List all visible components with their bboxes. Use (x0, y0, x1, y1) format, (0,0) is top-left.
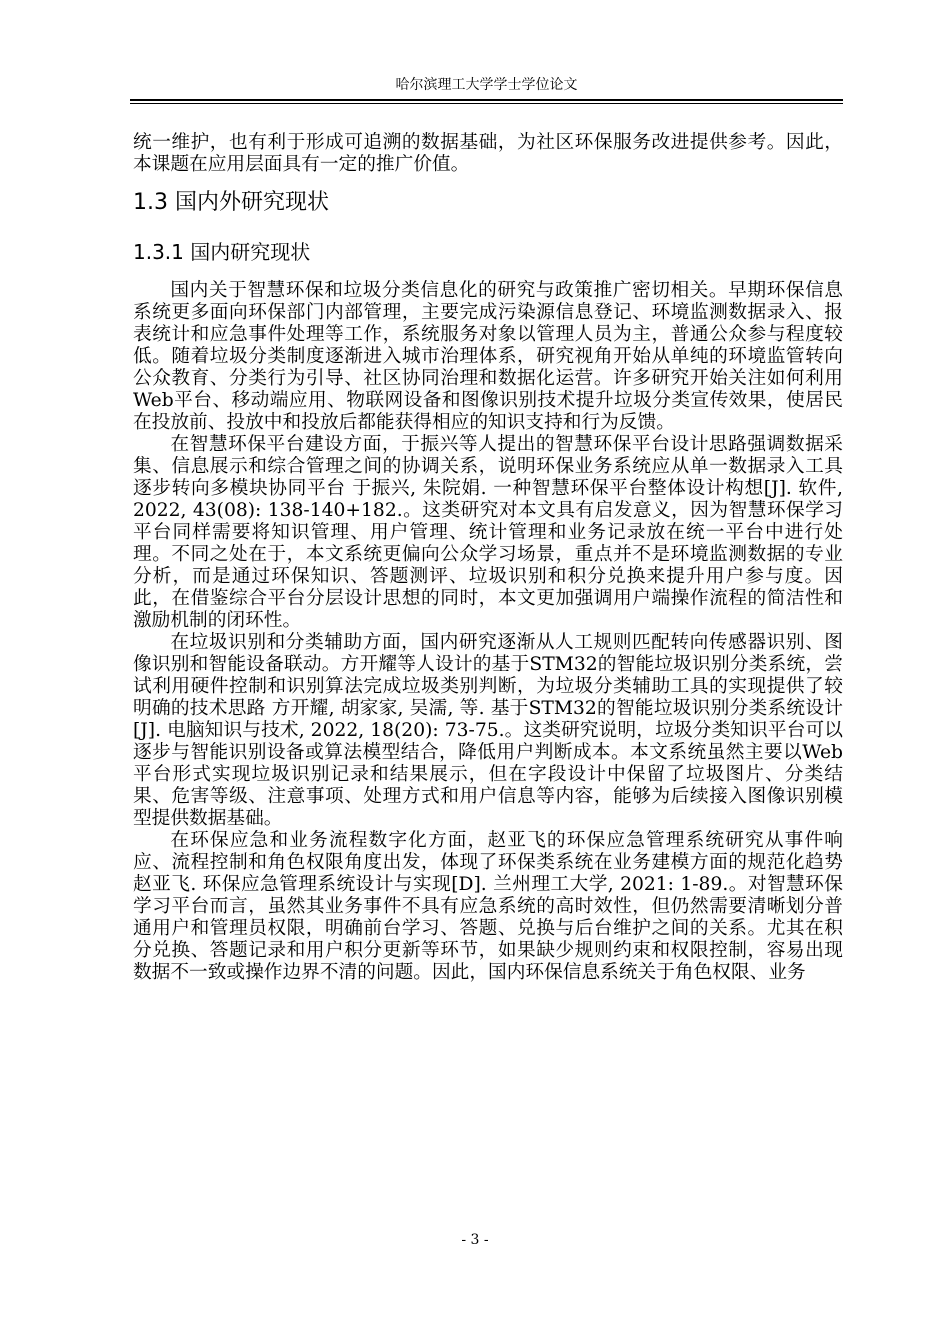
header-rule-thin (130, 103, 843, 104)
body-text (133, 132, 843, 984)
paragraph-2: 在智慧环保平台建设方面，于振兴等人提出的智慧环保平台设计思路强调数据采集、信息展示和综合管理之间的协调关系，说明环保业务系统应从单一数据录入工具逐步转向多模块协同平台 于振兴, 朱院娟. 一种智慧环保平台整体设计构想[J]. 软件, 2022, 43(08): 138-140+182.。这类研究对本文具有启发意义，因为智慧环保学习平台同样需要将知识管理、用户管理、统计管理和业务记录放在统一平台中进行处理。不同之处在于，本文系统更偏向公众学习场景，重点并不是环境监测数据的专业分析，而是通过环保知识、答题测评、垃圾识别和积分兑换来提升用户参与度。因此，在借鉴综合平台分层设计思想的同时，本文更加强调用户端操作流程的简洁性和激励机制的闭环性。 (133, 434, 843, 631)
paragraph-1: 国内关于智慧环保和垃圾分类信息化的研究与政策推广密切相关。早期环保信息系统更多面向环保部门内部管理，主要完成污染源信息登记、环境监测数据录入、报表统计和应急事件处理等工作，系统服务对象以管理人员为主，普通公众参与程度较低。随着垃圾分类制度逐渐进入城市治理体系，研究视角开始从单纯的环境监管转向公众教育、分类行为引导、社区协同治理和数据化运营。许多研究开始关注如何利用Web平台、移动端应用、物联网设备和图像识别技术提升垃圾分类宣传效果，使居民在投放前、投放中和投放后都能获得相应的知识支持和行为反馈。 (133, 280, 843, 433)
paragraph-4: 在环保应急和业务流程数字化方面，赵亚飞的环保应急管理系统研究从事件响应、流程控制和角色权限角度出发，体现了环保类系统在业务建模方面的规范化趋势 赵亚飞. 环保应急管理系统设计与实现[D]. 兰州理工大学, 2021: 1-89.。对智慧环保学习平台而言，虽然其业务事件不具有应急系统的高时效性，但仍然需要清晰划分普通用户和管理员权限，明确前台学习、答题、兑换与后台维护之间的关系。尤其在积分兑换、答题记录和用户积分更新等环节，如果缺少规则约束和权限控制，容易出现数据不一致或操作边界不清的问题。因此，国内环保信息系统关于角色权限、业务 (133, 830, 843, 983)
paragraph-continued: 统一维护，也有利于形成可追溯的数据基础，为社区环保服务改进提供参考。因此，本课题在应用层面具有一定的推广价值。 (133, 132, 843, 175)
header-rule-thick (130, 99, 843, 101)
paragraph-3: 在垃圾识别和分类辅助方面，国内研究逐渐从人工规则匹配转向传感器识别、图像识别和智能设备联动。方开耀等人设计的基于STM32的智能垃圾识别分类系统，尝试利用硬件控制和识别算法完成垃圾类别判断，为垃圾分类辅助工具的实现提供了较明确的技术思路 方开耀, 胡家家, 吴濡, 等. 基于STM32的智能垃圾识别分类系统设计[J]. 电脑知识与技术, 2022, 18(20): 73-75.。这类研究说明，垃圾分类知识平台可以逐步与智能识别设备或算法模型结合，降低用户判断成本。本文系统虽然主要以Web平台形式实现垃圾识别记录和结果展示，但在字段设计中保留了垃圾图片、分类结果、危害等级、注意事项、处理方式和用户信息等内容，能够为后续接入图像识别模型提供数据基础。 (133, 632, 843, 829)
subsection-heading: 1.3.1 国内研究现状 (133, 240, 311, 264)
running-header: 哈尔滨理工大学学士学位论文 (395, 77, 578, 93)
section-heading: 1.3 国内外研究现状 (133, 190, 329, 215)
page-number: - 3 - (461, 1232, 489, 1248)
